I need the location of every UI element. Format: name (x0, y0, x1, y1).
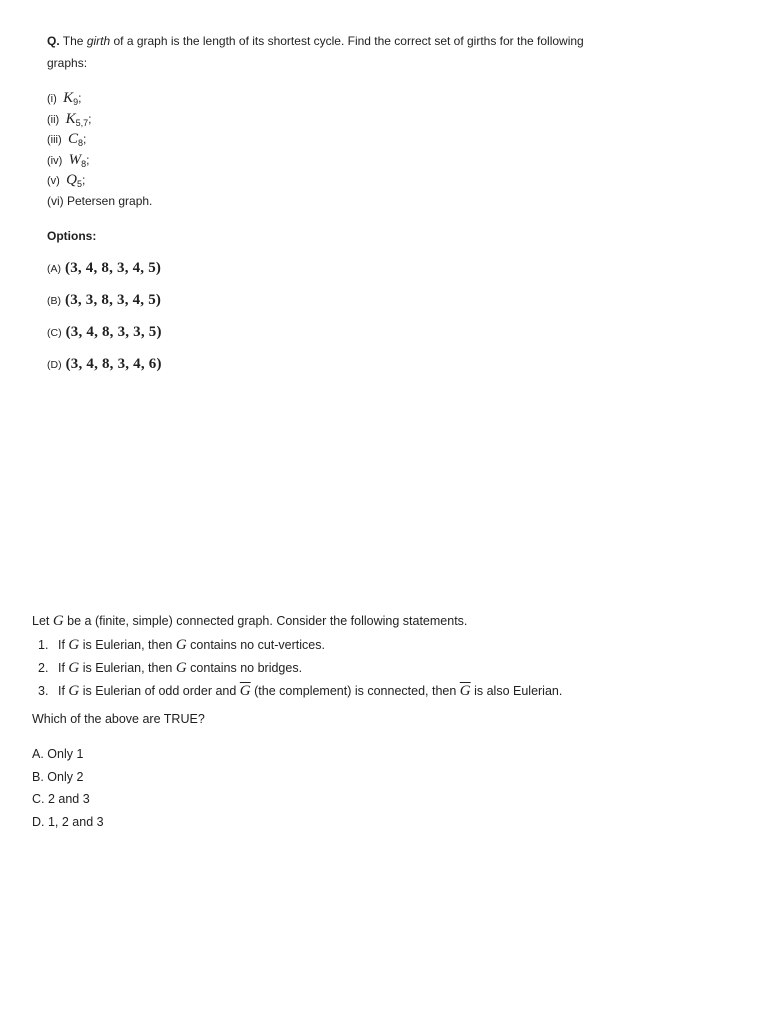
stem-text: Let (32, 614, 53, 628)
answer-list (32, 743, 732, 833)
statement-text: is Eulerian of odd order and (79, 684, 240, 698)
math-variable: G (175, 660, 187, 676)
stem-emphasis: girth (86, 34, 111, 48)
math-variable: G (52, 613, 64, 629)
math-variable: G (68, 637, 80, 653)
graph-symbol: K (65, 110, 76, 127)
option-d[interactable] (47, 354, 607, 386)
options-list (47, 258, 607, 386)
option-value: (3, 3, 8, 3, 4, 5) (65, 292, 162, 308)
graph-item (47, 191, 607, 212)
statement-number: 3. (38, 684, 49, 698)
graph-symbol: C (68, 131, 79, 147)
statement-text: If (58, 638, 69, 652)
graph-tail: ; (88, 111, 92, 126)
math-variable: G (68, 660, 80, 676)
graph-numeral: (i) (47, 93, 57, 105)
graph-subscript: 8 (81, 158, 87, 169)
statement-text: contains no cut-vertices. (186, 638, 325, 652)
statement-item (32, 657, 732, 680)
graph-label: (vi) Petersen graph. (47, 193, 153, 208)
option-a[interactable] (47, 258, 607, 290)
option-letter: (C) (47, 327, 62, 339)
statement-text: If (58, 661, 69, 675)
answer-d[interactable]: D. 1, 2 and 3 (32, 814, 104, 829)
statement-text: is Eulerian, then (79, 638, 176, 652)
answer-c[interactable]: C. 2 and 3 (32, 792, 90, 807)
math-complement-variable: $\overline{G}$ (239, 683, 251, 699)
options-heading: Options: (47, 229, 97, 243)
statement-list (32, 634, 732, 703)
option-value: (3, 4, 8, 3, 4, 5) (65, 260, 162, 276)
graph-tail: ; (82, 173, 86, 187)
graph-symbol: K (63, 90, 74, 106)
graph-item (47, 129, 607, 150)
answer-b[interactable]: B. Only 2 (32, 769, 84, 784)
math-variable: G (68, 683, 80, 699)
option-b[interactable] (47, 290, 607, 322)
question-2-prompt: Which of the above are TRUE? (32, 712, 205, 726)
answer-a[interactable]: A. Only 1 (32, 747, 84, 761)
statement-item (32, 680, 732, 703)
graph-item (47, 150, 607, 171)
option-value: (3, 4, 8, 3, 3, 5) (65, 324, 162, 340)
math-complement-variable: $\overline{G}$ (459, 683, 471, 699)
graph-numeral: (iii) (47, 134, 62, 146)
question-label: Q. (47, 34, 60, 48)
graph-subscript: 9 (73, 97, 79, 107)
graph-numeral: (ii) (47, 113, 60, 126)
graph-subscript: 5 (77, 179, 83, 189)
option-value: (3, 4, 8, 3, 4, 6) (65, 356, 162, 372)
graph-numeral: (v) (47, 175, 60, 187)
option-letter: (B) (47, 295, 61, 307)
question-1 (47, 30, 607, 386)
graph-tail: ; (83, 132, 87, 146)
statement-item (32, 634, 732, 657)
statement-text: If (58, 684, 69, 698)
statement-text: is also Eulerian. (470, 684, 563, 698)
statement-number: 1. (38, 638, 49, 652)
option-c[interactable] (47, 322, 607, 354)
stem-text: be a (finite, simple) connected graph. Consider the following statements. (63, 614, 468, 628)
graph-tail: ; (86, 152, 90, 167)
graph-item (47, 109, 607, 130)
option-letter: (D) (47, 359, 62, 371)
graph-symbol: Q (66, 172, 78, 188)
question-2 (32, 608, 732, 833)
graph-numeral: (iv) (47, 154, 63, 167)
question-1-stem (47, 30, 607, 74)
statement-text: contains no bridges. (186, 661, 303, 675)
stem-text: of a graph is the length of its shortest cycle. Find the correct set of girths for the following graphs: (47, 34, 584, 70)
graph-tail: ; (78, 91, 82, 105)
statement-text: is Eulerian, then (79, 661, 176, 675)
graph-list (47, 88, 607, 211)
graph-item (47, 88, 607, 109)
math-variable: G (175, 637, 187, 653)
question-2-stem (32, 608, 732, 634)
stem-text: The (59, 34, 87, 48)
option-letter: (A) (47, 263, 61, 275)
graph-subscript: 8 (78, 138, 84, 148)
graph-symbol: W (68, 151, 82, 168)
graph-subscript: 5,7 (75, 117, 89, 128)
statement-number: 2. (38, 661, 49, 675)
statement-text: (the complement) is connected, then (250, 684, 460, 698)
graph-item (47, 170, 607, 191)
